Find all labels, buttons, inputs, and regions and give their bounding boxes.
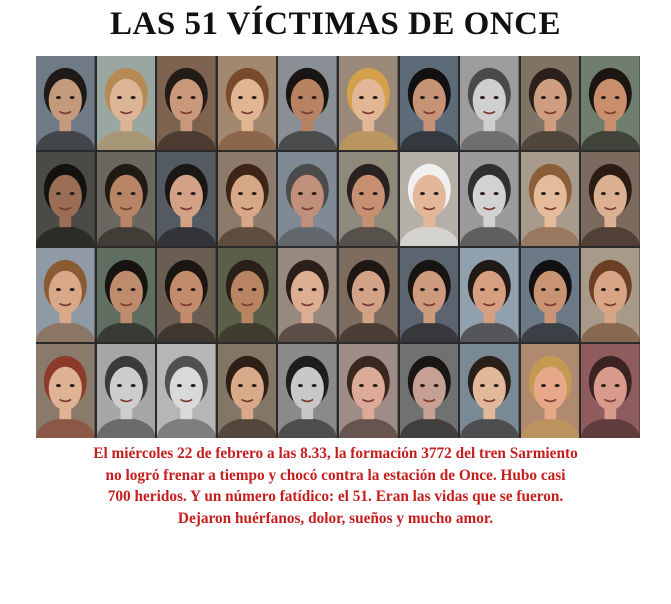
portrait-image xyxy=(36,56,95,150)
caption-line-3: 700 heridos. Y un número fatídico: el 51. Eran las vidas que se fueron. xyxy=(107,488,564,505)
victim-photo xyxy=(97,344,156,438)
portrait-image xyxy=(581,344,640,438)
caption-text xyxy=(0,443,671,529)
portrait-image xyxy=(278,152,337,246)
portrait-image xyxy=(218,152,277,246)
portrait-image xyxy=(97,152,156,246)
victim-photo xyxy=(218,248,277,342)
victim-photo xyxy=(581,344,640,438)
portrait-image xyxy=(521,56,580,150)
portrait-image xyxy=(339,152,398,246)
portrait-image xyxy=(278,248,337,342)
portrait-image xyxy=(157,344,216,438)
portrait-image xyxy=(36,248,95,342)
victim-photo xyxy=(339,56,398,150)
portrait-image xyxy=(581,56,640,150)
portrait-image xyxy=(521,152,580,246)
portrait-image xyxy=(278,344,337,438)
victim-photo xyxy=(157,56,216,150)
page-title: LAS 51 VÍCTIMAS DE ONCE xyxy=(110,6,561,42)
portrait-image xyxy=(157,248,216,342)
portrait-image xyxy=(339,56,398,150)
portrait-image xyxy=(521,344,580,438)
victim-photo xyxy=(581,152,640,246)
victim-photo xyxy=(400,344,459,438)
portrait-image xyxy=(400,344,459,438)
caption-line-2: no logró frenar a tiempo y chocó contra la estación de Once. Hubo casi xyxy=(105,466,566,484)
victim-photo xyxy=(278,248,337,342)
caption-line-1: El miércoles 22 de febrero a las 8.33, la formación 3772 del tren Sarmiento xyxy=(93,445,578,462)
portrait-image xyxy=(460,248,519,342)
portrait-image xyxy=(97,248,156,342)
victim-photo xyxy=(97,248,156,342)
portrait-image xyxy=(97,56,156,150)
portrait-image xyxy=(36,344,95,438)
portrait-image xyxy=(97,344,156,438)
victim-photo xyxy=(36,152,95,246)
victim-photo xyxy=(581,56,640,150)
victim-photo xyxy=(218,152,277,246)
victim-photo xyxy=(218,344,277,438)
victim-photo xyxy=(521,248,580,342)
portrait-image xyxy=(218,344,277,438)
portrait-image xyxy=(460,56,519,150)
portrait-image xyxy=(400,248,459,342)
portrait-image xyxy=(339,248,398,342)
portrait-image xyxy=(339,344,398,438)
portrait-image xyxy=(581,152,640,246)
caption-line-4: Dejaron huérfanos, dolor, sueños y mucho amor. xyxy=(177,509,494,527)
portrait-image xyxy=(218,248,277,342)
victim-photo xyxy=(400,56,459,150)
victim-photo xyxy=(460,56,519,150)
portrait-image xyxy=(36,152,95,246)
victim-photo xyxy=(157,152,216,246)
victim-photo xyxy=(339,248,398,342)
victim-photo xyxy=(36,248,95,342)
victim-photo xyxy=(581,248,640,342)
victim-photo xyxy=(400,152,459,246)
victim-photo xyxy=(36,56,95,150)
portrait-image xyxy=(521,248,580,342)
portrait-image xyxy=(218,56,277,150)
victim-photo xyxy=(400,248,459,342)
victim-photo xyxy=(97,56,156,150)
victim-photo xyxy=(278,152,337,246)
victim-photo xyxy=(460,344,519,438)
victim-photo xyxy=(460,152,519,246)
victim-photo xyxy=(36,344,95,438)
portrait-image xyxy=(157,56,216,150)
victim-photo xyxy=(339,344,398,438)
portrait-image xyxy=(400,152,459,246)
portrait-image xyxy=(460,344,519,438)
victim-photo xyxy=(521,152,580,246)
victim-photo xyxy=(521,56,580,150)
portrait-image xyxy=(157,152,216,246)
victim-photo xyxy=(339,152,398,246)
victim-photo xyxy=(278,56,337,150)
victims-photo-grid xyxy=(36,56,640,438)
victim-photo xyxy=(521,344,580,438)
victim-photo xyxy=(460,248,519,342)
victim-photo xyxy=(278,344,337,438)
victim-photo xyxy=(218,56,277,150)
victim-photo xyxy=(157,344,216,438)
portrait-image xyxy=(581,248,640,342)
portrait-image xyxy=(278,56,337,150)
portrait-image xyxy=(460,152,519,246)
victim-photo xyxy=(157,248,216,342)
victim-photo xyxy=(97,152,156,246)
portrait-image xyxy=(400,56,459,150)
